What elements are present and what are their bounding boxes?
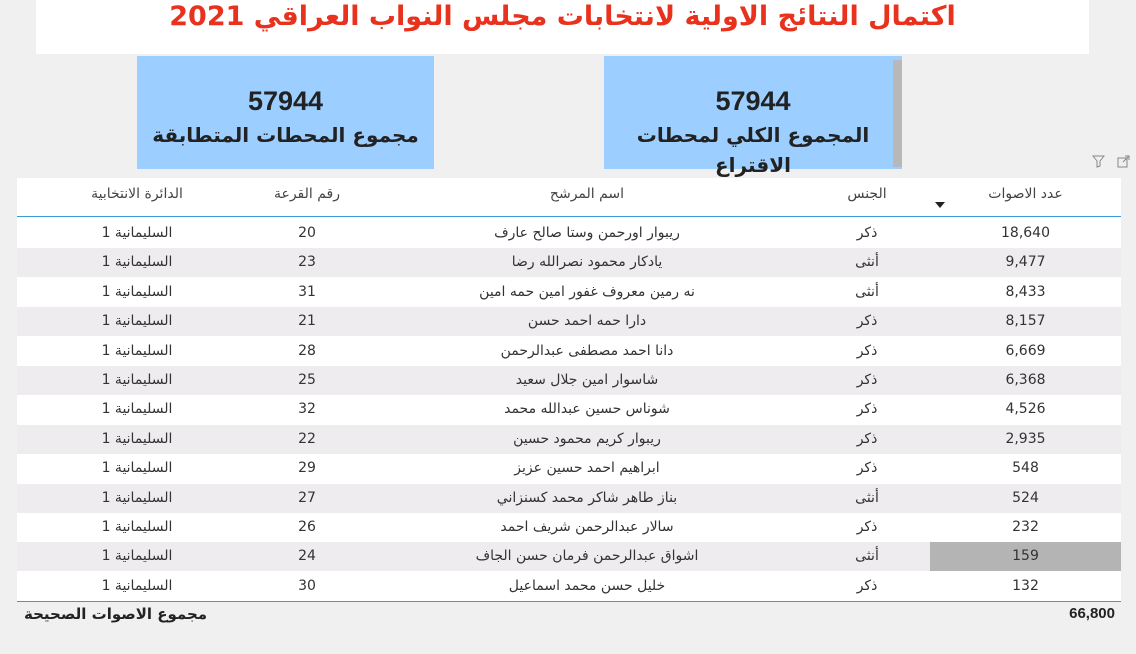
total-stations-card [604, 56, 902, 177]
table-row[interactable] [17, 454, 1121, 483]
cell-gender: أنثى [855, 254, 879, 271]
cell-candidate-name: شوناس حسين عبدالله محمد [504, 401, 670, 418]
cell-votes: 6,669 [1005, 342, 1046, 359]
cell-candidate-name: يادكار محمود نصرالله رضا [511, 254, 663, 271]
cell-gender: ذكر [856, 430, 878, 447]
cell-district: السليمانية 1 [101, 519, 173, 535]
cell-candidate-name: سالار عبدالرحمن شريف احمد [500, 519, 674, 535]
cell-candidate-name: شاسوار امين جلال سعيد [515, 372, 659, 388]
title-banner [36, 0, 1089, 54]
header-candidate-name[interactable]: اسم المرشح [549, 186, 625, 202]
cell-gender: ذكر [856, 225, 878, 241]
cell-district: السليمانية 1 [101, 254, 173, 271]
header-votes[interactable]: عدد الاصوات [988, 186, 1063, 202]
table-row[interactable] [17, 248, 1121, 277]
card-value: 57944 [247, 86, 324, 116]
cell-ballot-number: 27 [298, 489, 316, 506]
cell-district: السليمانية 1 [101, 489, 173, 506]
visual-header-icons [1084, 155, 1130, 172]
header-gender[interactable]: الجنس [847, 186, 887, 202]
cell-candidate-name: بناز طاهر شاكر محمد كسنزاني [496, 489, 678, 506]
cell-district: السليمانية 1 [101, 401, 173, 418]
table-row[interactable] [17, 219, 1121, 248]
cell-district: السليمانية 1 [101, 577, 173, 594]
cell-candidate-name: دانا احمد مصطفى عبدالرحمن [500, 342, 674, 359]
cell-ballot-number: 20 [298, 225, 316, 241]
cell-ballot-number: 21 [298, 313, 316, 330]
table-row[interactable] [17, 337, 1121, 366]
cell-gender: ذكر [856, 372, 878, 388]
cell-gender: أنثى [855, 489, 879, 506]
cell-ballot-number: 32 [298, 401, 316, 418]
table-row[interactable] [17, 307, 1121, 336]
cell-gender: ذكر [856, 342, 878, 359]
cell-district: السليمانية 1 [101, 460, 173, 477]
cell-gender: ذكر [856, 577, 878, 594]
header-ballot-number[interactable]: رقم القرعة [273, 186, 341, 202]
cell-votes: 18,640 [1001, 225, 1050, 241]
cell-votes: 232 [1012, 519, 1039, 535]
cell-ballot-number: 29 [298, 460, 316, 477]
cell-gender: أنثى [855, 283, 879, 300]
cell-district: السليمانية 1 [101, 342, 173, 359]
sort-descending-icon[interactable] [935, 202, 945, 208]
cell-votes: 9,477 [1005, 254, 1046, 271]
cell-ballot-number: 30 [298, 577, 316, 594]
cell-votes: 2,935 [1005, 430, 1046, 447]
cell-district: السليمانية 1 [101, 430, 173, 447]
total-label: مجموع الاصوات الصحيحة [24, 605, 208, 623]
cell-district: السليمانية 1 [101, 313, 173, 330]
cell-gender: ذكر [856, 519, 878, 535]
cell-votes: 524 [1012, 489, 1039, 506]
results-table [17, 178, 1121, 602]
cell-candidate-name: ريبوار كريم محمود حسين [513, 430, 661, 447]
focus-mode-icon[interactable] [1117, 156, 1130, 172]
cell-candidate-name: خليل حسن محمد اسماعيل [508, 577, 666, 594]
cell-ballot-number: 24 [298, 548, 316, 565]
cell-candidate-name: ريبوار اورحمن وستا صالح عارف [494, 225, 680, 241]
cell-district: السليمانية 1 [101, 225, 173, 241]
total-value: 66,800 [1069, 605, 1115, 622]
table-row[interactable] [17, 542, 1121, 571]
table-row[interactable] [17, 278, 1121, 307]
page-title: اكتمال النتائج الاولية لانتخابات مجلس النواب العراقي 2021 [169, 1, 956, 32]
cell-ballot-number: 26 [298, 519, 316, 535]
cell-ballot-number: 28 [298, 342, 316, 359]
cell-district: السليمانية 1 [101, 372, 173, 388]
card-value: 57944 [715, 86, 791, 116]
cell-votes: 4,526 [1005, 401, 1046, 418]
cell-votes: 159 [930, 542, 1121, 571]
cell-votes: 8,433 [1005, 283, 1046, 300]
table-row[interactable] [17, 513, 1121, 542]
cell-votes: 548 [1012, 460, 1039, 477]
card-label: المجموع الكلي لمحطات الاقتراع [636, 123, 870, 177]
cell-ballot-number: 22 [298, 430, 316, 447]
cell-ballot-number: 23 [298, 254, 316, 271]
table-row[interactable] [17, 425, 1121, 454]
table-row[interactable] [17, 395, 1121, 424]
cell-candidate-name: نه رمين معروف غفور امين حمه امين [479, 283, 695, 300]
cell-votes: 6,368 [1005, 372, 1046, 388]
cell-ballot-number: 25 [298, 372, 316, 388]
matched-stations-card [137, 56, 434, 169]
cell-district: السليمانية 1 [101, 283, 173, 300]
cell-candidate-name: ابراهيم احمد حسين عزيز [514, 460, 660, 477]
cell-ballot-number: 31 [298, 283, 316, 300]
card-label: مجموع المحطات المتطابقة [152, 123, 419, 147]
footer-divider [17, 601, 1121, 602]
filter-icon[interactable] [1092, 156, 1109, 172]
table-row[interactable] [17, 572, 1121, 601]
card-scrollbar[interactable] [893, 60, 902, 167]
cell-candidate-name: دارا حمه احمد حسن [527, 313, 647, 330]
cell-gender: أنثى [855, 548, 879, 565]
cell-gender: ذكر [856, 460, 878, 477]
cell-gender: ذكر [856, 401, 878, 418]
table-header [17, 178, 1121, 217]
cell-candidate-name: اشواق عبدالرحمن فرمان حسن الجاف [475, 548, 699, 565]
header-district[interactable]: الدائرة الانتخابية [91, 186, 183, 202]
cell-votes: 132 [1012, 577, 1039, 594]
table-row[interactable] [17, 484, 1121, 513]
cell-gender: ذكر [856, 313, 878, 330]
table-row[interactable] [17, 366, 1121, 395]
cell-votes: 8,157 [1005, 313, 1046, 330]
cell-district: السليمانية 1 [101, 548, 173, 565]
